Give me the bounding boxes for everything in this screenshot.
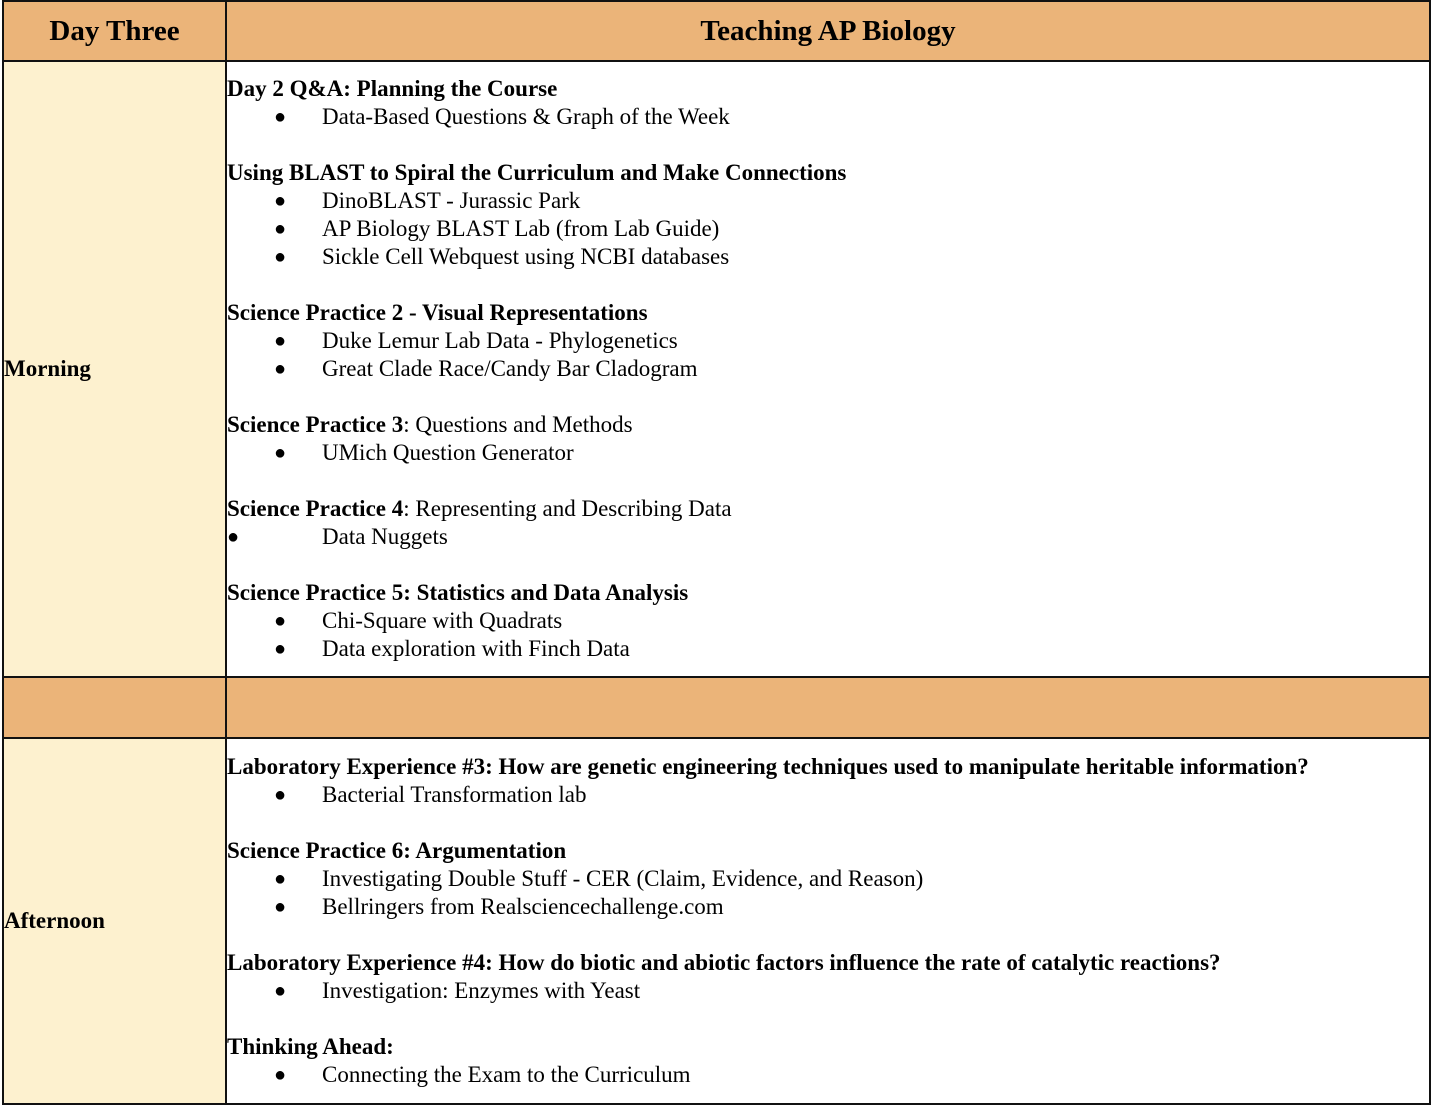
- list-item-text: UMich Question Generator: [322, 440, 574, 465]
- list-item-text: AP Biology BLAST Lab (from Lab Guide): [322, 216, 720, 241]
- list-item-text: Sickle Cell Webquest using NCBI databases: [322, 244, 730, 269]
- section-heading-bold: Using BLAST to Spiral the Curriculum and Make Connections: [227, 160, 847, 185]
- section-item-list: [227, 865, 1429, 921]
- afternoon-content: [226, 738, 1430, 1104]
- section-item-list: [227, 607, 1429, 663]
- list-item: [227, 355, 1429, 383]
- agenda-section: [227, 837, 1429, 921]
- section-item-list: [227, 1061, 1429, 1089]
- header-title: Teaching AP Biology: [226, 1, 1430, 61]
- section-heading: [227, 411, 1429, 439]
- bullet-icon: ●: [274, 246, 287, 268]
- agenda-section: [227, 753, 1429, 809]
- bullet-icon: ●: [274, 896, 287, 918]
- section-item-list: [227, 439, 1429, 467]
- agenda-section: [227, 1033, 1429, 1089]
- list-item-text: Chi-Square with Quadrats: [322, 608, 563, 633]
- list-item-text: Bellringers from Realsciencechallenge.com: [322, 894, 724, 919]
- list-item: [227, 215, 1429, 243]
- section-item-list: [227, 187, 1429, 271]
- morning-label: Morning: [3, 61, 226, 677]
- section-heading: [227, 495, 1429, 523]
- section-heading: [227, 949, 1429, 977]
- bullet-icon: ●: [274, 218, 287, 240]
- list-item-text: Duke Lemur Lab Data - Phylogenetics: [322, 328, 678, 353]
- agenda-section: [227, 949, 1429, 1005]
- list-item-text: Investigating Double Stuff - CER (Claim, Evidence, and Reason): [322, 866, 924, 891]
- agenda-section: [227, 299, 1429, 383]
- section-heading: [227, 837, 1429, 865]
- bullet-icon: ●: [274, 638, 287, 660]
- bullet-icon: ●: [227, 526, 240, 548]
- section-heading: [227, 75, 1429, 103]
- bullet-icon: ●: [274, 442, 287, 464]
- agenda-section: [227, 75, 1429, 131]
- afternoon-label: Afternoon: [3, 738, 226, 1104]
- section-item-list: [227, 327, 1429, 383]
- header-row: [3, 1, 1430, 61]
- list-item-text: Bacterial Transformation lab: [322, 782, 587, 807]
- list-item-text: Data exploration with Finch Data: [322, 636, 630, 661]
- list-item-text: Investigation: Enzymes with Yeast: [322, 978, 641, 1003]
- list-item: [227, 523, 1429, 551]
- list-item: [227, 865, 1429, 893]
- list-item: [227, 781, 1429, 809]
- bullet-icon: ●: [274, 610, 287, 632]
- section-heading: [227, 753, 1429, 781]
- section-heading-bold: Science Practice 3: [227, 412, 404, 437]
- list-item: [227, 439, 1429, 467]
- list-item: [227, 977, 1429, 1005]
- section-item-list: [227, 523, 1429, 551]
- list-item-text: DinoBLAST - Jurassic Park: [322, 188, 581, 213]
- header-day: Day Three: [3, 1, 226, 61]
- bullet-icon: ●: [274, 106, 287, 128]
- section-heading: [227, 299, 1429, 327]
- agenda-section: [227, 159, 1429, 271]
- section-heading-bold: Science Practice 5: Statistics and Data Analysis: [227, 580, 689, 605]
- list-item: [227, 187, 1429, 215]
- section-item-list: [227, 781, 1429, 809]
- bullet-icon: ●: [274, 784, 287, 806]
- section-heading: [227, 159, 1429, 187]
- bullet-icon: ●: [274, 358, 287, 380]
- list-item: [227, 635, 1429, 663]
- section-heading-bold: Thinking Ahead:: [227, 1034, 394, 1059]
- bullet-icon: ●: [274, 190, 287, 212]
- list-item: [227, 243, 1429, 271]
- section-heading: [227, 579, 1429, 607]
- bullet-icon: ●: [274, 868, 287, 890]
- list-item: [227, 607, 1429, 635]
- separator-row: [3, 677, 1430, 738]
- section-item-list: [227, 103, 1429, 131]
- bullet-icon: ●: [274, 980, 287, 1002]
- section-heading-bold: Day 2 Q&A: Planning the Course: [227, 76, 558, 101]
- section-heading-bold: Science Practice 6: Argumentation: [227, 838, 567, 863]
- list-item: [227, 893, 1429, 921]
- agenda-section: [227, 579, 1429, 663]
- section-heading-rest: : Questions and Methods: [403, 412, 633, 437]
- morning-row: [3, 61, 1430, 677]
- schedule-table: [2, 0, 1431, 1105]
- list-item-text: Data-Based Questions & Graph of the Week: [322, 104, 730, 129]
- separator-cell-right: [226, 677, 1430, 738]
- list-item: [227, 103, 1429, 131]
- section-heading-bold: Laboratory Experience #3: How are genetic engineering techniques used to manipulate heritable information?: [227, 754, 1309, 779]
- section-heading: [227, 1033, 1429, 1061]
- list-item: [227, 1061, 1429, 1089]
- agenda-section: [227, 411, 1429, 467]
- bullet-icon: ●: [274, 1064, 287, 1086]
- list-item: [227, 327, 1429, 355]
- list-item-text: Great Clade Race/Candy Bar Cladogram: [322, 356, 698, 381]
- separator-cell-left: [3, 677, 226, 738]
- agenda-section: [227, 495, 1429, 551]
- section-item-list: [227, 977, 1429, 1005]
- morning-content: [226, 61, 1430, 677]
- section-heading-rest: : Representing and Describing Data: [403, 496, 732, 521]
- bullet-icon: ●: [274, 330, 287, 352]
- section-heading-bold: Science Practice 2 - Visual Representations: [227, 300, 648, 325]
- section-heading-bold: Laboratory Experience #4: How do biotic and abiotic factors influence the rate of catalytic reactions?: [227, 950, 1221, 975]
- section-heading-bold: Science Practice 4: [227, 496, 404, 521]
- list-item-text: Data Nuggets: [322, 524, 448, 549]
- afternoon-row: [3, 738, 1430, 1104]
- list-item-text: Connecting the Exam to the Curriculum: [322, 1062, 691, 1087]
